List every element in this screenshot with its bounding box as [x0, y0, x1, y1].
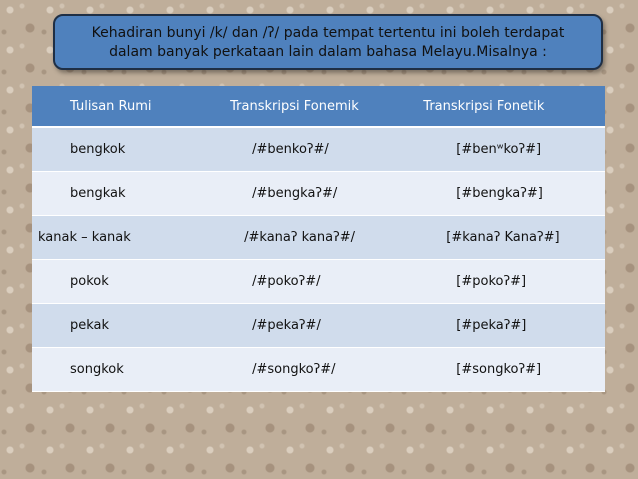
- cell-fonetik: [#bengkaʔ#]: [401, 172, 605, 216]
- table-header-row: [32, 86, 605, 127]
- cell-rumi: songkok: [32, 348, 192, 392]
- cell-fonetik: [#songkoʔ#]: [401, 348, 605, 392]
- cell-rumi: bengkok: [32, 127, 192, 172]
- header-transkripsi-fonemik: Transkripsi Fonemik: [192, 86, 401, 127]
- intro-line-2: dalam banyak perkataan lain dalam bahasa Melayu.Misalnya :: [109, 44, 547, 60]
- cell-fonemik: /#songkoʔ#/: [192, 348, 401, 392]
- cell-fonemik: /#benkoʔ#/: [192, 127, 401, 172]
- cell-rumi: pokok: [32, 260, 192, 304]
- table-row: [32, 127, 605, 172]
- cell-fonemik: /#pokoʔ#/: [192, 260, 401, 304]
- cell-fonemik: /#kanaʔ kanaʔ#/: [192, 216, 401, 260]
- header-transkripsi-fonetik: Transkripsi Fonetik: [401, 86, 605, 127]
- cell-fonetik: [#benʷkoʔ#]: [401, 127, 605, 172]
- table-row: [32, 304, 605, 348]
- table-row: [32, 216, 605, 260]
- table-row: [32, 260, 605, 304]
- table-row: [32, 172, 605, 216]
- cell-fonetik: [#pekaʔ#]: [401, 304, 605, 348]
- header-tulisan-rumi: Tulisan Rumi: [32, 86, 192, 127]
- intro-callout: [53, 14, 603, 70]
- cell-fonemik: /#bengkaʔ#/: [192, 172, 401, 216]
- transcription-table: [32, 86, 605, 392]
- cell-rumi: bengkak: [32, 172, 192, 216]
- cell-fonemik: /#pekaʔ#/: [192, 304, 401, 348]
- intro-line-1: Kehadiran bunyi /k/ dan /ʔ/ pada tempat tertentu ini boleh terdapat: [91, 25, 565, 41]
- cell-fonetik: [#kanaʔ Kanaʔ#]: [401, 216, 605, 260]
- cell-fonetik: [#pokoʔ#]: [401, 260, 605, 304]
- cell-rumi: pekak: [32, 304, 192, 348]
- cell-rumi: kanak – kanak: [32, 216, 192, 260]
- table-row: [32, 348, 605, 392]
